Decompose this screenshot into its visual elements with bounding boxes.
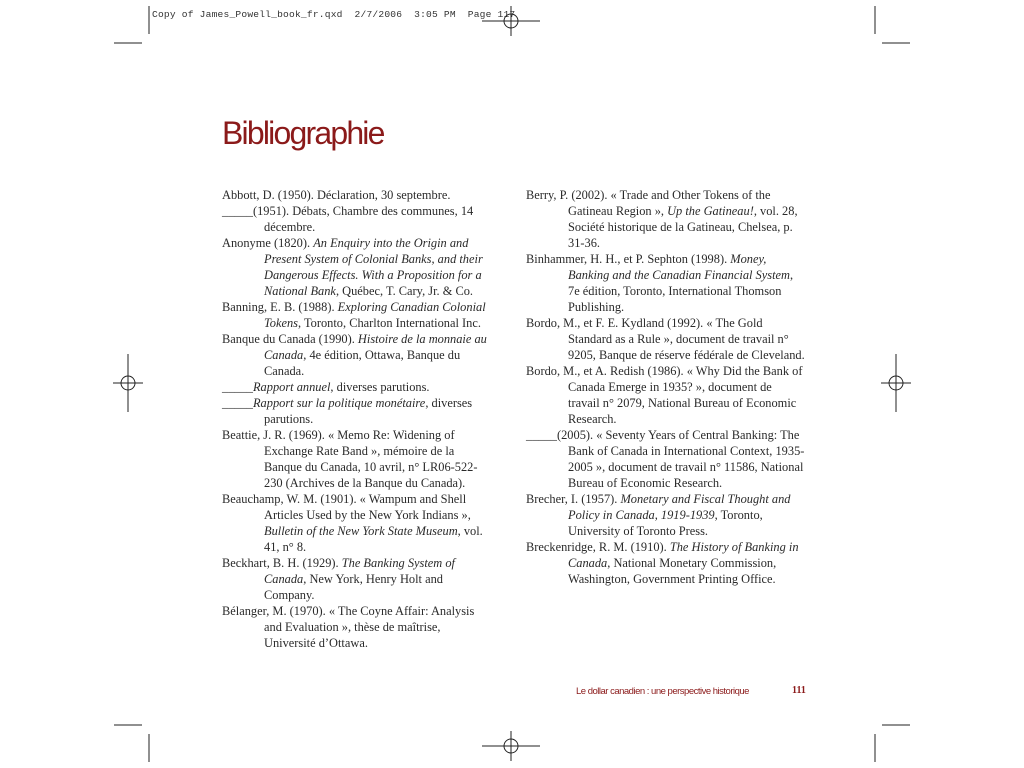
bibliography-left-column [222,187,494,651]
bib-entry: Banning, E. B. (1988). Exploring Canadian Colonial Tokens, Toronto, Charlton International Inc. [222,300,486,330]
bib-entry: Beckhart, B. H. (1929). The Banking System of Canada, New York, Henry Holt and Company. [222,556,455,602]
bib-entry: _____(2005). « Seventy Years of Central Banking: The Bank of Canada in International Context, 1935-2005 », document de travail n° 11586, National Bureau of Economic Research. [526,428,805,490]
registration-mark-left [113,354,143,414]
bib-entry: Abbott, D. (1950). Déclaration, 30 septembre. [222,188,451,202]
registration-mark-bottom [482,731,542,761]
bib-entry: _____Rapport annuel, diverses parutions. [222,380,430,394]
bib-entry: _____Rapport sur la politique monétaire, diverses parutions. [222,396,473,426]
bib-entry: Bordo, M., et A. Redish (1986). « Why Did the Bank of Canada Emerge in 1935? », document de travail n° 2079, National Bureau of Economic Research. [526,364,803,426]
bib-entry: Bélanger, M. (1970). « The Coyne Affair: Analysis and Evaluation », thèse de maîtrise, Université d’Ottawa. [222,604,475,650]
print-slug-line: Copy of James_Powell_book_fr.qxd 2/7/2006 3:05 PM Page 117 [152,9,516,20]
page-number: 111 [792,685,806,696]
bib-entry: Anonyme (1820). An Enquiry into the Origin and Present System of Colonial Banks, and their Dangerous Effects. With a Proposition for a National Bank, Québec, T. Cary, Jr. & Co. [222,236,483,298]
bib-entry: Beauchamp, W. M. (1901). « Wampum and Shell Articles Used by the New York Indians », Bulletin of the New York State Museum, vol. 41, n° 8. [222,492,483,554]
bib-entry: Binhammer, H. H., et P. Sephton (1998). Money, Banking and the Canadian Financial System, 7e édition, Toronto, International Thomson Publishing. [526,252,794,314]
bibliography-right-column [526,187,806,587]
registration-mark-top [482,6,542,36]
bib-entry: _____(1951). Débats, Chambre des communes, 14 décembre. [222,204,474,234]
bib-entry: Breckenridge, R. M. (1910). The History of Banking in Canada, National Monetary Commission, Washington, Government Printing Office. [526,540,799,586]
running-footer-title: Le dollar canadien : une perspective historique [576,686,749,697]
registration-mark-right [881,354,911,414]
bib-entry: Banque du Canada (1990). Histoire de la monnaie au Canada, 4e édition, Ottawa, Banque du Canada. [222,332,487,378]
page-title: Bibliographie [222,115,384,151]
bib-entry: Beattie, J. R. (1969). « Memo Re: Widening of Exchange Rate Band », mémoire de la Banque du Canada, 10 avril, n° LR06-522-230 (Archives de la Banque du Canada). [222,428,478,490]
bib-entry: Brecher, I. (1957). Monetary and Fiscal Thought and Policy in Canada, 1919-1939, Toronto, University of Toronto Press. [526,492,791,538]
bib-entry: Berry, P. (2002). « Trade and Other Tokens of the Gatineau Region », Up the Gatineau!, vol. 28, Société historique de la Gatineau, Chelsea, p. 31-36. [526,188,798,250]
bib-entry: Bordo, M., et F. E. Kydland (1992). « The Gold Standard as a Rule », document de travail n° 9205, Banque de réserve fédérale de Cleveland. [526,316,805,362]
